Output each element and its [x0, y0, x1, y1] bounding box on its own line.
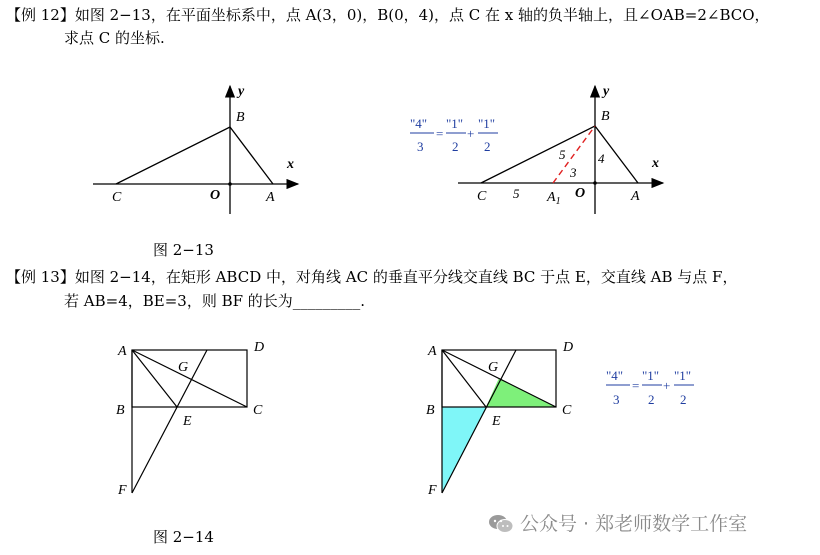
formula-eq: =: [436, 126, 444, 141]
label-b-14r: B: [426, 403, 435, 418]
figure-2-13-left: [93, 84, 298, 214]
formula2-right-den: 2: [680, 392, 687, 407]
line-fe: [132, 350, 207, 493]
watermark: [488, 509, 747, 536]
label-d-14r: D: [563, 340, 574, 355]
label-f-14: F: [118, 483, 127, 498]
label-x-right: x: [652, 156, 659, 171]
green-triangle-egc: [486, 378, 556, 407]
label-a1: $A_1$: [547, 190, 561, 207]
origin-dot: [228, 182, 232, 186]
label-a-14: A: [118, 344, 127, 359]
label-g-14r: G: [488, 360, 499, 375]
formula-left-den: 3: [417, 139, 424, 154]
formula-plus: +: [467, 126, 475, 141]
formula2-mid-num: "1": [642, 368, 660, 383]
formula-mid-den: 2: [452, 139, 459, 154]
label-a: A: [266, 190, 275, 205]
formula-bottom: [606, 368, 694, 407]
formula2-left-den: 3: [613, 392, 620, 407]
line-ae-right: [442, 350, 486, 407]
label-c-right: C: [477, 189, 487, 204]
label-b: B: [236, 110, 245, 125]
label-x: x: [287, 157, 294, 172]
length-5-hyp: 5: [559, 147, 566, 162]
label-b-14: B: [116, 403, 125, 418]
formula2-plus: +: [663, 378, 671, 393]
formula2-mid-den: 2: [648, 392, 655, 407]
label-g-14: G: [178, 360, 189, 375]
example12-text-line2: 求点 C 的坐标.: [64, 29, 165, 47]
formula2-eq: =: [632, 378, 640, 393]
line-ae: [132, 350, 177, 407]
length-4: 4: [598, 151, 605, 166]
label-y-right: y: [603, 84, 610, 99]
label-e-14: E: [183, 414, 192, 429]
formula-right-num: "1": [478, 116, 496, 131]
formula2-left-num: "4": [606, 368, 624, 383]
caption-figure-2-14: 图 2−14: [153, 528, 214, 546]
label-c: C: [112, 190, 122, 205]
label-c-14: C: [253, 403, 263, 418]
label-b-right: B: [601, 109, 610, 124]
label-o: O: [210, 188, 221, 203]
origin-dot-right: [593, 181, 597, 185]
triangle-cba: [116, 127, 273, 184]
label-a-right: A: [631, 189, 640, 204]
formula2-right-num: "1": [674, 368, 692, 383]
label-d-14: D: [254, 340, 265, 355]
length-5-base: 5: [513, 186, 520, 201]
wechat-icon: [488, 514, 514, 534]
label-f-14r: F: [428, 483, 437, 498]
formula-top: [410, 116, 498, 154]
diagonal-ac: [132, 350, 247, 407]
formula-mid-num: "1": [446, 116, 464, 131]
length-3: 3: [570, 165, 577, 180]
example13-text-line1: 【例 13】如图 2−14，在矩形 ABCD 中，对角线 AC 的垂直平分线交直线 BC 于点 E，交直线 AB 与点 F，: [6, 268, 738, 286]
formula-left-num: "4": [410, 116, 428, 131]
label-o-right: O: [575, 186, 586, 201]
label-c-14r: C: [562, 403, 572, 418]
example13-text-line2: 若 AB=4，BE=3，则 BF 的长为_________.: [64, 292, 366, 310]
example12-text-line1: 【例 12】如图 2−13，在平面坐标系中，点 A(3，0)，B(0，4)，点 C 在 x 轴的负半轴上，且∠OAB=2∠BCO，: [6, 6, 770, 24]
watermark-text: 公众号 · 郑老师数学工作室: [520, 513, 748, 535]
formula-right-den: 2: [484, 139, 491, 154]
label-y: y: [238, 84, 245, 99]
label-e-14r: E: [492, 414, 501, 429]
label-a-14r: A: [428, 344, 437, 359]
caption-figure-2-13: 图 2−13: [153, 241, 214, 259]
